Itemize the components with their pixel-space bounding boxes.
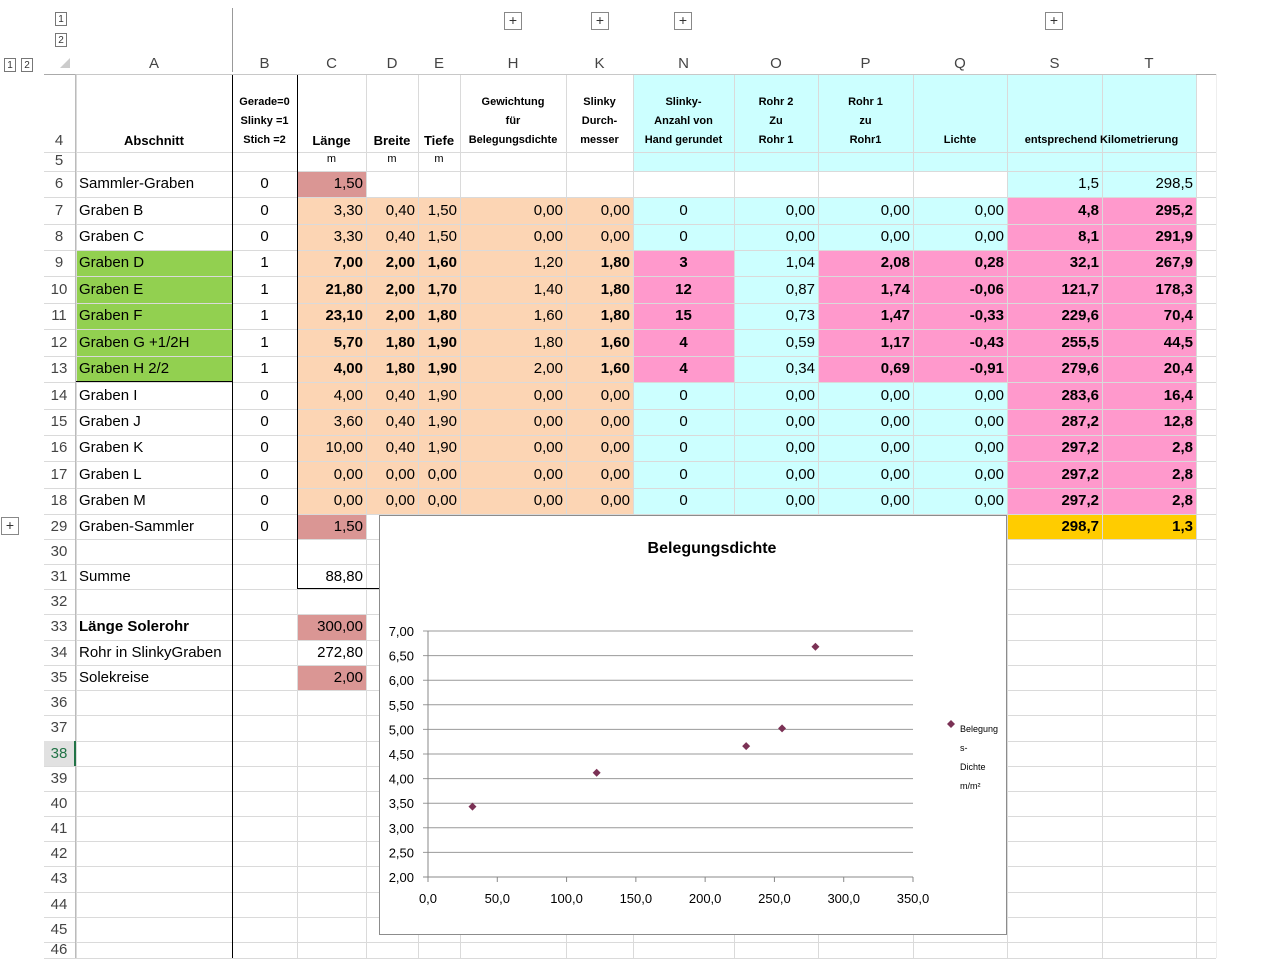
cell-B10[interactable]: 1: [260, 281, 269, 298]
expand-group-button-3[interactable]: +: [674, 12, 692, 30]
header-B-line3: Stich =2: [243, 134, 286, 146]
cell-O18[interactable]: 0,00: [785, 492, 815, 509]
unit-D: m: [387, 153, 397, 165]
cell-B7[interactable]: 0: [260, 202, 269, 219]
gridline-h: [44, 152, 1216, 153]
cell-E17[interactable]: 0,00: [427, 466, 457, 483]
cell-O7[interactable]: 0,00: [785, 202, 815, 219]
cell-Q16[interactable]: 0,00: [974, 439, 1004, 456]
cell-N10[interactable]: 12: [675, 281, 692, 298]
cell-H15[interactable]: 0,00: [533, 413, 563, 430]
cell-T8[interactable]: 291,9: [1155, 228, 1193, 245]
cell-A31[interactable]: Summe: [79, 568, 131, 585]
cell-T12[interactable]: 44,5: [1163, 334, 1193, 351]
cell-D16[interactable]: 0,40: [385, 439, 415, 456]
column-header-O[interactable]: O: [734, 54, 818, 75]
cell-C8[interactable]: 3,30: [333, 228, 363, 245]
cell-T7[interactable]: 295,2: [1155, 202, 1193, 219]
cell-A13[interactable]: Graben H 2/2: [79, 360, 170, 377]
gridline-v: [1196, 74, 1197, 958]
cell-S14[interactable]: 283,6: [1061, 387, 1099, 404]
y-tick-label: 7,00: [388, 624, 414, 639]
header-B-line1: Gerade=0: [239, 96, 290, 108]
cell-C34[interactable]: 272,80: [317, 644, 363, 661]
cell-S9[interactable]: 32,1: [1069, 254, 1099, 271]
outline-level-2-button[interactable]: 2: [55, 33, 67, 47]
unit-C: m: [326, 153, 337, 165]
cell-K16[interactable]: 0,00: [600, 439, 630, 456]
cell-D13[interactable]: 1,80: [385, 360, 415, 377]
y-tick-label: 3,50: [388, 796, 414, 812]
cell-K17[interactable]: 0,00: [600, 466, 630, 483]
cell-P15[interactable]: 0,00: [880, 413, 910, 430]
cell-D9[interactable]: 2,00: [385, 254, 415, 271]
cell-P8[interactable]: 0,00: [880, 228, 910, 245]
cell-D12[interactable]: 1,80: [385, 334, 415, 351]
cell-P7[interactable]: 0,00: [880, 202, 910, 219]
cell-K12[interactable]: 1,60: [600, 334, 630, 351]
cell-S11[interactable]: 229,6: [1061, 307, 1099, 324]
cell-K15[interactable]: 0,00: [600, 413, 630, 430]
cell-C29[interactable]: 1,50: [333, 518, 363, 535]
cell-S15[interactable]: 287,2: [1061, 413, 1099, 430]
cell-S6[interactable]: 1,5: [1078, 175, 1099, 192]
data-point[interactable]: [811, 643, 819, 651]
row-header-42[interactable]: 42: [50, 845, 68, 862]
header-P-line1: Rohr 1: [848, 96, 883, 108]
column-header-S[interactable]: S: [1007, 54, 1102, 75]
cell-D10[interactable]: 2,00: [385, 281, 415, 298]
cell-P14[interactable]: 0,00: [880, 387, 910, 404]
cell-E13[interactable]: 1,90: [427, 360, 457, 377]
column-header-A[interactable]: A: [76, 54, 232, 75]
chart-title: Belegungsdichte: [647, 540, 777, 557]
cell-O8[interactable]: 0,00: [785, 228, 815, 245]
cell-C18[interactable]: 0,00: [333, 492, 363, 509]
cell-A33[interactable]: Länge Solerohr: [79, 618, 190, 635]
cell-C9[interactable]: 7,00: [333, 254, 363, 271]
cell-N15[interactable]: 0: [679, 413, 688, 430]
row-header-5[interactable]: 5: [54, 152, 64, 169]
header-E: Tiefe: [423, 133, 455, 148]
legend-marker: [947, 720, 955, 728]
cell-T14[interactable]: 16,4: [1163, 387, 1193, 404]
cell-N11[interactable]: 15: [675, 307, 692, 324]
cell-Q14[interactable]: 0,00: [974, 387, 1004, 404]
row-header-11[interactable]: 11: [51, 307, 67, 324]
x-tick-label: 0,0: [418, 891, 438, 906]
y-tick-label: 2,50: [388, 845, 414, 861]
cell-A9[interactable]: Graben D: [79, 254, 145, 271]
cell-C35[interactable]: 2,00: [333, 669, 363, 686]
header-A: Abschnitt: [124, 133, 184, 148]
header-O-line2: Zu: [769, 115, 783, 127]
cell-S16[interactable]: 297,2: [1061, 439, 1099, 456]
cell-Q10[interactable]: -0,06: [969, 281, 1004, 298]
cell-H7[interactable]: 0,00: [533, 202, 563, 219]
header-N-line2: Anzahl von: [654, 115, 713, 127]
outline-level-1-button[interactable]: 1: [55, 12, 67, 26]
cell-A15[interactable]: Graben J: [79, 413, 141, 430]
column-header-P[interactable]: P: [818, 54, 913, 75]
legend-label-line: s-: [960, 743, 968, 753]
cell-H12[interactable]: 1,80: [533, 334, 563, 351]
cell-A6[interactable]: Sammler-Graben: [79, 175, 195, 192]
row-header-31[interactable]: 31: [50, 568, 68, 585]
column-header-C[interactable]: C: [297, 54, 366, 75]
cell-C7[interactable]: 3,30: [333, 202, 363, 219]
cell-N12[interactable]: 4: [679, 334, 688, 351]
y-tick-label: 4,50: [388, 747, 414, 762]
header-P-line2: zu: [859, 115, 872, 127]
cell-H17[interactable]: 0,00: [533, 466, 563, 483]
row-header-18[interactable]: 18: [50, 492, 68, 509]
header-C: Länge: [312, 133, 351, 148]
header-H-line3: Belegungsdichte: [468, 134, 558, 146]
cell-D14[interactable]: 0,40: [385, 387, 415, 404]
cell-Q11[interactable]: -0,33: [969, 307, 1004, 324]
column-header-D[interactable]: D: [366, 54, 418, 75]
row-header-46[interactable]: 46: [50, 941, 68, 958]
cell-C13[interactable]: 4,00: [333, 360, 363, 377]
cell-B18[interactable]: 0: [260, 492, 269, 509]
header-H-line2: für: [505, 115, 521, 127]
cell-S8[interactable]: 8,1: [1078, 228, 1099, 245]
cell-N14[interactable]: 0: [679, 387, 688, 404]
row-header-8[interactable]: 8: [54, 228, 64, 245]
expand-rows-button[interactable]: +: [1, 517, 19, 535]
select-all-corner[interactable]: [60, 58, 70, 68]
cell-N7[interactable]: 0: [679, 202, 688, 219]
cell-Q7[interactable]: 0,00: [974, 202, 1004, 219]
cell-H13[interactable]: 2,00: [533, 360, 563, 377]
cell-K18[interactable]: 0,00: [600, 492, 630, 509]
cell-S29[interactable]: 298,7: [1061, 518, 1099, 535]
legend-label-line: m/m²: [960, 781, 981, 791]
legend-label-line: Dichte: [960, 762, 986, 772]
cell-H10[interactable]: 1,40: [533, 281, 563, 298]
cell-E10[interactable]: 1,70: [427, 281, 457, 298]
row-header-17[interactable]: 17: [50, 466, 68, 483]
cell-A10[interactable]: Graben E: [79, 281, 144, 298]
row-header-7[interactable]: 7: [54, 202, 64, 219]
cell-A17[interactable]: Graben L: [79, 466, 142, 483]
header-K-line2: Durch-: [581, 115, 618, 127]
row-header-40[interactable]: 40: [50, 795, 68, 812]
cell-E7[interactable]: 1,50: [427, 202, 457, 219]
cell-D18[interactable]: 0,00: [385, 492, 415, 509]
cell-P10[interactable]: 1,74: [880, 281, 910, 298]
y-tick-label: 6,50: [388, 648, 414, 664]
row-header-16[interactable]: 16: [50, 439, 68, 456]
cell-Q15[interactable]: 0,00: [974, 413, 1004, 430]
header-P-line3: Rohr1: [849, 134, 882, 146]
row-header-38[interactable]: 38: [44, 741, 76, 766]
header-K-line1: Slinky: [583, 96, 616, 108]
row-header-border: [75, 74, 76, 958]
row-outline-level-1-button[interactable]: 1: [4, 58, 16, 72]
header-O-line3: Rohr 1: [758, 134, 794, 146]
cell-H18[interactable]: 0,00: [533, 492, 563, 509]
cell-T11[interactable]: 70,4: [1163, 307, 1193, 324]
row-header-6[interactable]: 6: [54, 175, 64, 192]
cell-T6[interactable]: 298,5: [1155, 175, 1193, 192]
cell-T18[interactable]: 2,8: [1172, 492, 1193, 509]
cell-K10[interactable]: 1,80: [600, 281, 630, 298]
row-header-29[interactable]: 29: [50, 518, 68, 535]
cell-D8[interactable]: 0,40: [385, 228, 415, 245]
cell-N13[interactable]: 4: [679, 360, 688, 377]
y-tick-label: 3,00: [388, 820, 414, 836]
row-header-9[interactable]: 9: [54, 254, 64, 271]
cell-T17[interactable]: 2,8: [1172, 466, 1193, 483]
cell-C15[interactable]: 3,60: [333, 413, 363, 430]
cell-T15[interactable]: 12,8: [1163, 413, 1193, 430]
cell-D11[interactable]: 2,00: [385, 307, 415, 324]
cell-B6[interactable]: 0: [260, 175, 269, 192]
row-header-32[interactable]: 32: [50, 593, 68, 610]
cell-S12[interactable]: 255,5: [1061, 334, 1099, 351]
cell-B16[interactable]: 0: [260, 439, 269, 456]
cell-C33[interactable]: 300,00: [317, 618, 363, 635]
chart-svg: [380, 516, 1006, 934]
cell-O10[interactable]: 0,87: [785, 281, 815, 298]
cell-O9[interactable]: 1,04: [785, 254, 815, 271]
header-N-line1: Slinky-: [665, 96, 702, 108]
row-header-30[interactable]: 30: [50, 543, 68, 560]
cell-S10[interactable]: 121,7: [1061, 281, 1099, 298]
cell-E18[interactable]: 0,00: [427, 492, 457, 509]
x-tick-label: 300,0: [827, 891, 860, 906]
cell-A16[interactable]: Graben K: [79, 439, 144, 456]
cell-T10[interactable]: 178,3: [1155, 281, 1193, 298]
cell-T13[interactable]: 20,4: [1163, 360, 1193, 377]
gridline-v: [76, 74, 77, 958]
cell-Q13[interactable]: -0,91: [969, 360, 1004, 377]
row-header-35[interactable]: 35: [50, 669, 68, 686]
cell-C6[interactable]: 1,50: [333, 175, 363, 192]
cell-P17[interactable]: 0,00: [880, 466, 910, 483]
cell-K7[interactable]: 0,00: [600, 202, 630, 219]
cell-A35[interactable]: Solekreise: [79, 669, 150, 686]
cell-T9[interactable]: 267,9: [1155, 254, 1193, 271]
column-header-H[interactable]: H: [460, 54, 566, 75]
cell-N8[interactable]: 0: [679, 228, 688, 245]
y-tick-label: 6,00: [388, 673, 414, 689]
cell-O12[interactable]: 0,59: [785, 334, 815, 351]
cell-E14[interactable]: 1,90: [427, 387, 457, 404]
cell-S7[interactable]: 4,8: [1078, 202, 1099, 219]
gridline-h: [44, 942, 1216, 943]
cell-A18[interactable]: Graben M: [79, 492, 146, 509]
cell-P11[interactable]: 1,47: [880, 307, 910, 324]
cell-H16[interactable]: 0,00: [533, 439, 563, 456]
data-point[interactable]: [778, 724, 786, 732]
cell-A11[interactable]: Graben F: [79, 307, 143, 324]
cell-S13[interactable]: 279,6: [1061, 360, 1099, 377]
cell-A12[interactable]: Graben G +1/2H: [79, 334, 190, 351]
cell-B13[interactable]: 1: [260, 360, 269, 377]
cell-A14[interactable]: Graben I: [79, 387, 138, 404]
cell-O14[interactable]: 0,00: [785, 387, 815, 404]
cell-K9[interactable]: 1,80: [600, 254, 630, 271]
row-header-34[interactable]: 34: [50, 644, 68, 661]
cell-N18[interactable]: 0: [679, 492, 688, 509]
column-header-B[interactable]: B: [232, 54, 297, 75]
unit-E: m: [434, 153, 444, 165]
cell-Q17[interactable]: 0,00: [974, 466, 1004, 483]
cell-P18[interactable]: 0,00: [880, 492, 910, 509]
header-B-line2: Slinky =1: [240, 115, 289, 127]
cell-B9[interactable]: 1: [260, 254, 269, 271]
header-K-line3: messer: [580, 134, 619, 146]
cell-D15[interactable]: 0,40: [385, 413, 415, 430]
cell-D7[interactable]: 0,40: [385, 202, 415, 219]
cell-B11[interactable]: 1: [260, 307, 269, 324]
cell-N9[interactable]: 3: [679, 254, 688, 271]
cell-Q9[interactable]: 0,28: [974, 254, 1004, 271]
gridline-v: [1216, 74, 1217, 958]
expand-group-button-1[interactable]: +: [504, 12, 522, 30]
cell-C11[interactable]: 23,10: [325, 307, 363, 324]
cell-A7[interactable]: Graben B: [79, 202, 144, 219]
column-header-T[interactable]: T: [1102, 54, 1196, 75]
cell-K11[interactable]: 1,80: [600, 307, 630, 324]
cell-O16[interactable]: 0,00: [785, 439, 815, 456]
cell-B14[interactable]: 0: [260, 387, 269, 404]
row-header-43[interactable]: 43: [50, 870, 68, 887]
x-tick-label: 200,0: [688, 891, 722, 906]
x-tick-label: 250,0: [758, 891, 791, 906]
cell-A34[interactable]: Rohr in SlinkyGraben: [79, 644, 222, 661]
cell-D17[interactable]: 0,00: [385, 466, 415, 483]
row-header-39[interactable]: 39: [50, 770, 68, 787]
cell-O13[interactable]: 0,34: [785, 360, 815, 377]
column-header-Q[interactable]: Q: [913, 54, 1007, 75]
cell-T29[interactable]: 1,3: [1172, 518, 1193, 535]
column-header-N[interactable]: N: [633, 54, 734, 75]
data-point[interactable]: [593, 769, 601, 777]
cell-H11[interactable]: 1,60: [533, 307, 563, 324]
row-header-41[interactable]: 41: [50, 820, 68, 837]
cell-O11[interactable]: 0,73: [785, 307, 815, 324]
cell-C31[interactable]: 88,80: [325, 568, 363, 585]
header-Q-line3: Lichte: [943, 134, 977, 146]
x-tick-label: 50,0: [484, 891, 510, 906]
cell-B17[interactable]: 0: [260, 466, 269, 483]
cell-E15[interactable]: 1,90: [427, 413, 457, 430]
row-header-10[interactable]: 10: [50, 281, 68, 298]
expand-group-button-4[interactable]: +: [1045, 12, 1063, 30]
row-header-4[interactable]: 4: [54, 132, 64, 149]
scatter-chart[interactable]: [379, 515, 1007, 935]
row-header-44[interactable]: 44: [50, 896, 68, 913]
data-point[interactable]: [742, 742, 750, 750]
cell-B8[interactable]: 0: [260, 228, 269, 245]
cell-C12[interactable]: 5,70: [333, 334, 363, 351]
row-header-14[interactable]: 14: [50, 387, 68, 404]
cell-E12[interactable]: 1,90: [427, 334, 457, 351]
cell-P9[interactable]: 2,08: [880, 254, 910, 271]
cell-B15[interactable]: 0: [260, 413, 269, 430]
row-header-37[interactable]: 37: [50, 719, 68, 736]
cell-E16[interactable]: 1,90: [427, 439, 457, 456]
cell-E8[interactable]: 1,50: [427, 228, 457, 245]
cell-E9[interactable]: 1,60: [427, 254, 457, 271]
row-header-12[interactable]: 12: [50, 334, 68, 351]
cell-H14[interactable]: 0,00: [533, 387, 563, 404]
row-header-13[interactable]: 13: [50, 360, 68, 377]
cell-O17[interactable]: 0,00: [785, 466, 815, 483]
column-header-E[interactable]: E: [418, 54, 460, 75]
header-O-line1: Rohr 2: [758, 96, 794, 108]
cell-Q18[interactable]: 0,00: [974, 492, 1004, 509]
x-tick-label: 350,0: [896, 891, 930, 906]
cell-Q12[interactable]: -0,43: [969, 334, 1004, 351]
cell-S18[interactable]: 297,2: [1061, 492, 1099, 509]
expand-group-button-2[interactable]: +: [591, 12, 609, 30]
cell-B12[interactable]: 1: [260, 334, 269, 351]
cell-Q8[interactable]: 0,00: [974, 228, 1004, 245]
y-tick-label: 4,00: [388, 771, 414, 787]
row-header-33[interactable]: 33: [50, 618, 68, 635]
header-D: Breite: [373, 133, 411, 148]
cell-P13[interactable]: 0,69: [880, 360, 910, 377]
x-tick-label: 150,0: [619, 891, 653, 906]
cell-H8[interactable]: 0,00: [533, 228, 563, 245]
cell-P12[interactable]: 1,17: [880, 334, 910, 351]
row-header-45[interactable]: 45: [50, 921, 68, 938]
header-N-line3: Hand gerundet: [644, 134, 723, 146]
x-tick-label: 100,0: [550, 891, 583, 906]
cell-A29[interactable]: Graben-Sammler: [79, 518, 195, 535]
cell-C16[interactable]: 10,00: [325, 439, 363, 456]
cell-T16[interactable]: 2,8: [1172, 439, 1193, 456]
cell-O15[interactable]: 0,00: [785, 413, 815, 430]
cell-N16[interactable]: 0: [679, 439, 688, 456]
column-header-K[interactable]: K: [566, 54, 633, 75]
cell-H9[interactable]: 1,20: [533, 254, 563, 271]
row-outline-level-2-button[interactable]: 2: [21, 58, 33, 72]
cell-K14[interactable]: 0,00: [600, 387, 630, 404]
header-H-line1: Gewichtung: [481, 96, 545, 108]
header-kilometrierung: entsprechend Kilometrierung: [1024, 134, 1179, 146]
legend-label-line: Belegung: [960, 724, 999, 734]
cell-B29[interactable]: 0: [260, 518, 269, 535]
cell-K8[interactable]: 0,00: [600, 228, 630, 245]
cell-A8[interactable]: Graben C: [79, 228, 145, 245]
y-tick-label: 5,50: [388, 697, 414, 713]
cell-C14[interactable]: 4,00: [333, 387, 363, 404]
row-header-15[interactable]: 15: [50, 413, 68, 430]
cell-C17[interactable]: 0,00: [333, 466, 363, 483]
cell-K13[interactable]: 1,60: [600, 360, 630, 377]
cell-P16[interactable]: 0,00: [880, 439, 910, 456]
cell-N17[interactable]: 0: [679, 466, 688, 483]
row-header-36[interactable]: 36: [50, 694, 68, 711]
cell-S17[interactable]: 297,2: [1061, 466, 1099, 483]
cell-C10[interactable]: 21,80: [325, 281, 363, 298]
cell-E11[interactable]: 1,80: [427, 307, 457, 324]
y-tick-label: 5,00: [388, 722, 414, 738]
data-point[interactable]: [468, 803, 476, 811]
y-tick-label: 2,00: [388, 870, 414, 885]
